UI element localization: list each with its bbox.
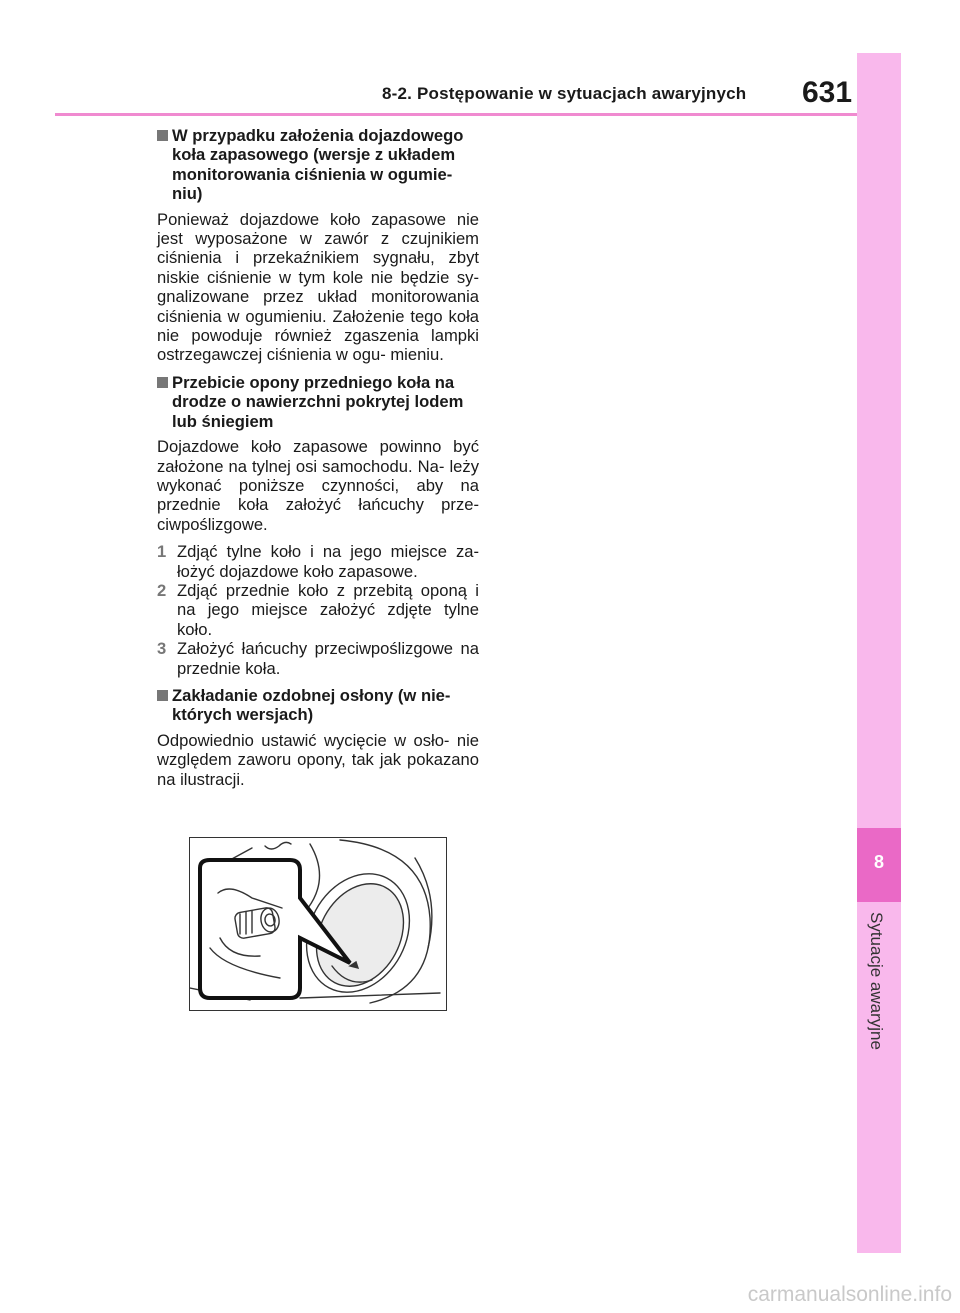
step-text: Założyć łańcuchy przeciwpoślizgowe na przednie koła. <box>177 639 479 678</box>
step-item <box>157 639 479 678</box>
step-item <box>157 542 479 581</box>
wheel-cap-illustration <box>189 837 447 1011</box>
header-rule <box>55 113 857 116</box>
section-paragraph: Ponieważ dojazdowe koło zapasowe nie jest wyposażone w zawór z czujnikiem ciśnienia i przekaźnikiem sygnału, zbyt niskie ciśnienie w tym kole nie będzie sy- gnalizowane przez układ monitorowania ciśnienia w ogumieniu. Założenie tego koła nie powoduje również zgaszenia lampki ostrzegawczej ciśnienia w ogu- mieniu. <box>157 209 479 365</box>
step-list <box>157 542 479 678</box>
step-number: 1 <box>157 542 167 562</box>
main-column <box>157 126 479 797</box>
section-heading <box>157 126 479 204</box>
step-number: 2 <box>157 580 167 600</box>
section-heading-text: Przebicie opony przedniego koła na drodze o nawierzchni pokrytej lodem lub śniegiem <box>172 372 464 431</box>
step-number: 3 <box>157 639 167 659</box>
chapter-number: 8 <box>873 852 884 872</box>
section-heading <box>157 686 479 725</box>
square-bullet-icon <box>157 377 168 388</box>
watermark: carmanualsonline.info <box>747 1283 952 1306</box>
chapter-tab-strip <box>857 53 901 1253</box>
square-bullet-icon <box>157 690 168 701</box>
step-text: Zdjąć tylne koło i na jego miejsce za- łożyć dojazdowe koło zapasowe. <box>177 542 479 581</box>
wheel-cap-drawing <box>190 838 446 1010</box>
chapter-title: Sytuacje awaryjne <box>867 912 886 1050</box>
step-item <box>157 581 479 639</box>
step-text: Zdjąć przednie koło z przebitą oponą i na jego miejsce założyć zdjęte tylne koło. <box>177 580 479 639</box>
page-number: 631 <box>802 76 853 109</box>
square-bullet-icon <box>157 130 168 141</box>
section-paragraph: Odpowiednio ustawić wycięcie w osło- nie względem zaworu opony, tak jak pokazano na ilustracji. <box>157 730 479 789</box>
section-heading-text: Zakładanie ozdobnej osłony (w nie- których wersjach) <box>172 685 451 725</box>
section-paragraph: Dojazdowe koło zapasowe powinno być założone na tylnej osi samochodu. Na- leży wykonać poniższe czynności, aby na przednie koła założyć łańcuchy prze- ciwpoślizgowe. <box>157 437 479 534</box>
section-heading <box>157 373 479 431</box>
section-heading-text: W przypadku założenia dojazdowego koła zapasowego (wersje z układem monitorowania ciśnienia w ogumie- niu) <box>172 126 464 204</box>
running-header: 8-2. Postępowanie w sytuacjach awaryjnych <box>382 84 747 103</box>
